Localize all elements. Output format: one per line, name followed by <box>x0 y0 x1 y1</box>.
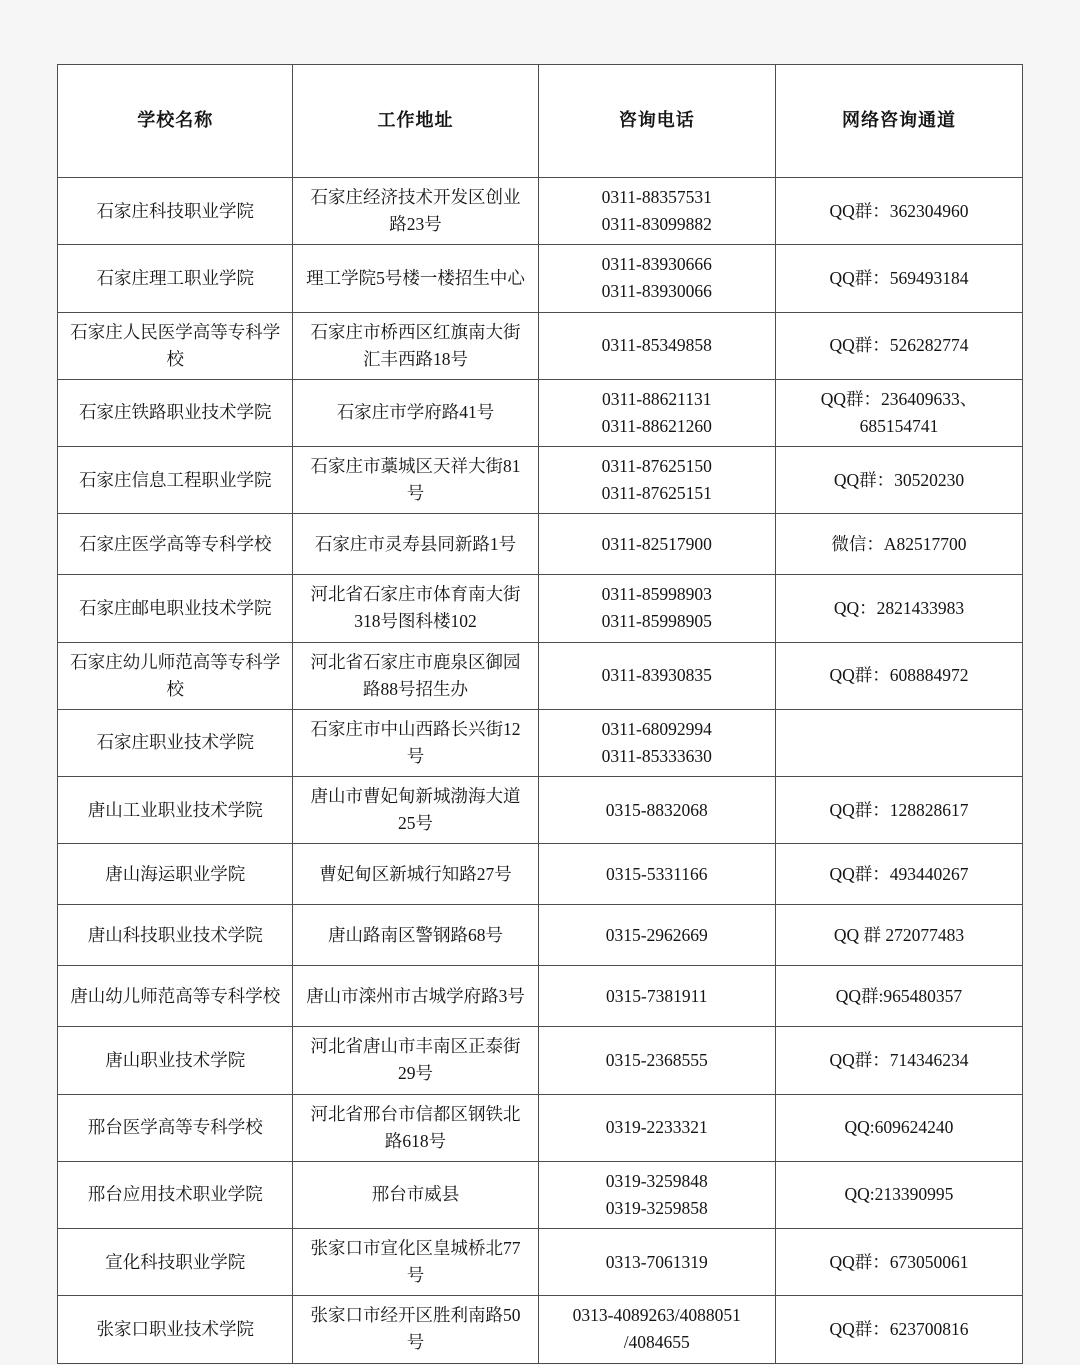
address-cell: 理工学院5号楼一楼招生中心 <box>293 245 538 312</box>
channel-cell: QQ 群 272077483 <box>775 905 1022 966</box>
address-cell: 河北省邢台市信都区钢铁北路618号 <box>293 1094 538 1161</box>
channel-cell: QQ群：673050061 <box>775 1229 1022 1296</box>
channel-cell: QQ群：623700816 <box>775 1296 1022 1363</box>
phone-cell-line: 0319-3259848 <box>605 1170 708 1191</box>
table-row <box>58 777 1023 844</box>
address-cell: 唐山市曹妃甸新城渤海大道25号 <box>293 777 538 844</box>
phone-cell <box>538 1094 775 1161</box>
channel-cell: QQ群:965480357 <box>775 966 1022 1027</box>
address-cell: 唐山路南区警钢路68号 <box>293 905 538 966</box>
table-row <box>58 905 1023 966</box>
school-name-cell: 唐山职业技术学院 <box>58 1027 293 1094</box>
phone-cell-line: 0311-85333630 <box>601 745 712 766</box>
phone-cell <box>538 575 775 642</box>
phone-cell-line: 0315-2368555 <box>605 1049 708 1070</box>
phone-cell <box>538 178 775 245</box>
school-name-cell: 石家庄幼儿师范高等专科学校 <box>58 642 293 709</box>
address-cell: 唐山市滦州市古城学府路3号 <box>293 966 538 1027</box>
table-row <box>58 245 1023 312</box>
table-row <box>58 1027 1023 1094</box>
phone-cell-line: 0311-83930666 <box>601 254 712 275</box>
phone-cell-line: 0313-7061319 <box>605 1251 708 1272</box>
phone-cell-line: 0311-88357531 <box>601 187 712 207</box>
table-row <box>58 178 1023 245</box>
school-contact-table <box>57 64 1023 1364</box>
school-name-cell: 张家口职业技术学院 <box>58 1296 293 1363</box>
channel-cell: QQ群：493440267 <box>775 844 1022 905</box>
phone-cell-line: 0311-85349858 <box>601 335 712 356</box>
phone-cell <box>538 312 775 379</box>
address-cell: 河北省石家庄市鹿泉区御园路88号招生办 <box>293 642 538 709</box>
channel-cell: 微信：A82517700 <box>775 514 1022 575</box>
channel-cell: QQ：2821433983 <box>775 575 1022 642</box>
address-cell: 石家庄市中山西路长兴街12号 <box>293 709 538 776</box>
phone-cell <box>538 709 775 776</box>
phone-cell <box>538 1296 775 1363</box>
address-cell: 张家口市宣化区皇城桥北77号 <box>293 1229 538 1296</box>
school-name-cell: 石家庄人民医学高等专科学校 <box>58 312 293 379</box>
phone-cell <box>538 1229 775 1296</box>
channel-cell: QQ:609624240 <box>775 1094 1022 1161</box>
table-row <box>58 966 1023 1027</box>
phone-cell <box>538 379 775 446</box>
phone-cell <box>538 514 775 575</box>
table-body <box>58 178 1023 1364</box>
table-row <box>58 575 1023 642</box>
address-cell: 河北省唐山市丰南区正泰街29号 <box>293 1027 538 1094</box>
school-name-cell: 石家庄科技职业学院 <box>58 178 293 245</box>
header-work-address: 工作地址 <box>293 65 538 178</box>
channel-cell: QQ:213390995 <box>775 1161 1022 1228</box>
table-row <box>58 312 1023 379</box>
table-row <box>58 447 1023 514</box>
phone-cell <box>538 1161 775 1228</box>
phone-cell-line: 0311-83099882 <box>601 214 712 235</box>
school-name-cell: 石家庄理工职业学院 <box>58 245 293 312</box>
address-cell: 邢台市威县 <box>293 1161 538 1228</box>
phone-cell <box>538 966 775 1027</box>
phone-cell-line: 0311-87625151 <box>601 483 712 504</box>
phone-cell-line: 0315-7381911 <box>606 985 708 1006</box>
channel-cell: QQ群：608884972 <box>775 642 1022 709</box>
school-name-cell: 石家庄铁路职业技术学院 <box>58 379 293 446</box>
channel-cell: QQ群：362304960 <box>775 178 1022 245</box>
phone-cell-line: 0311-82517900 <box>601 533 712 554</box>
address-cell: 石家庄市灵寿县同新路1号 <box>293 514 538 575</box>
school-name-cell: 唐山科技职业技术学院 <box>58 905 293 966</box>
table-header-row <box>58 65 1023 178</box>
phone-cell <box>538 844 775 905</box>
address-cell: 石家庄市藁城区天祥大街81号 <box>293 447 538 514</box>
address-cell: 石家庄经济技术开发区创业路23号 <box>293 178 538 245</box>
channel-cell: QQ群：714346234 <box>775 1027 1022 1094</box>
phone-cell-line: 0311-83930066 <box>601 281 712 302</box>
phone-cell <box>538 447 775 514</box>
header-school-name: 学校名称 <box>58 65 293 178</box>
header-online-channel: 网络咨询通道 <box>775 65 1022 178</box>
table-row <box>58 1296 1023 1363</box>
school-name-cell: 邢台应用技术职业学院 <box>58 1161 293 1228</box>
phone-cell-line: 0319-3259858 <box>605 1197 708 1218</box>
table-row <box>58 514 1023 575</box>
channel-cell: QQ群：30520230 <box>775 447 1022 514</box>
table-row <box>58 642 1023 709</box>
address-cell: 曹妃甸区新城行知路27号 <box>293 844 538 905</box>
table-row <box>58 1161 1023 1228</box>
phone-cell-line: 0315-2962669 <box>605 924 708 945</box>
phone-cell <box>538 642 775 709</box>
channel-cell: QQ群：128828617 <box>775 777 1022 844</box>
phone-cell-line: 0311-83930835 <box>601 665 712 686</box>
table-row <box>58 379 1023 446</box>
school-name-cell: 石家庄信息工程职业学院 <box>58 447 293 514</box>
channel-cell: QQ群：569493184 <box>775 245 1022 312</box>
phone-cell-line: 0311-87625150 <box>601 456 712 476</box>
header-consult-phone: 咨询电话 <box>538 65 775 178</box>
phone-cell <box>538 905 775 966</box>
phone-cell <box>538 777 775 844</box>
address-cell: 河北省石家庄市体育南大街318号图科楼102 <box>293 575 538 642</box>
phone-cell-line: 0311-88621131 <box>601 388 712 409</box>
phone-cell-line: 0319-2233321 <box>605 1117 708 1138</box>
school-name-cell: 石家庄医学高等专科学校 <box>58 514 293 575</box>
phone-cell-line: 0311-85998905 <box>601 611 712 632</box>
address-cell: 张家口市经开区胜利南路50号 <box>293 1296 538 1363</box>
phone-cell-line: 0313-4089263/4088051 <box>572 1305 741 1326</box>
phone-cell <box>538 245 775 312</box>
school-name-cell: 唐山工业职业技术学院 <box>58 777 293 844</box>
table-row <box>58 709 1023 776</box>
phone-cell-line: 0315-8832068 <box>605 799 708 820</box>
phone-cell-line: 0315-5331166 <box>606 863 708 884</box>
school-name-cell: 邢台医学高等专科学校 <box>58 1094 293 1161</box>
school-name-cell: 石家庄职业技术学院 <box>58 709 293 776</box>
school-name-cell: 唐山海运职业学院 <box>58 844 293 905</box>
channel-cell: QQ群：526282774 <box>775 312 1022 379</box>
phone-cell-line: 0311-85998903 <box>601 584 712 605</box>
table-row <box>58 1229 1023 1296</box>
address-cell: 石家庄市学府路41号 <box>293 379 538 446</box>
channel-cell: QQ群：236409633、685154741 <box>775 379 1022 446</box>
school-name-cell: 唐山幼儿师范高等专科学校 <box>58 966 293 1027</box>
school-name-cell: 宣化科技职业学院 <box>58 1229 293 1296</box>
phone-cell-line: 0311-88621260 <box>601 415 712 436</box>
address-cell: 石家庄市桥西区红旗南大街汇丰西路18号 <box>293 312 538 379</box>
phone-cell-line: 0311-68092994 <box>601 718 712 739</box>
table-row <box>58 844 1023 905</box>
phone-cell-line: /4084655 <box>623 1332 690 1353</box>
phone-cell <box>538 1027 775 1094</box>
channel-cell <box>775 709 1022 776</box>
school-name-cell: 石家庄邮电职业技术学院 <box>58 575 293 642</box>
table-row <box>58 1094 1023 1161</box>
